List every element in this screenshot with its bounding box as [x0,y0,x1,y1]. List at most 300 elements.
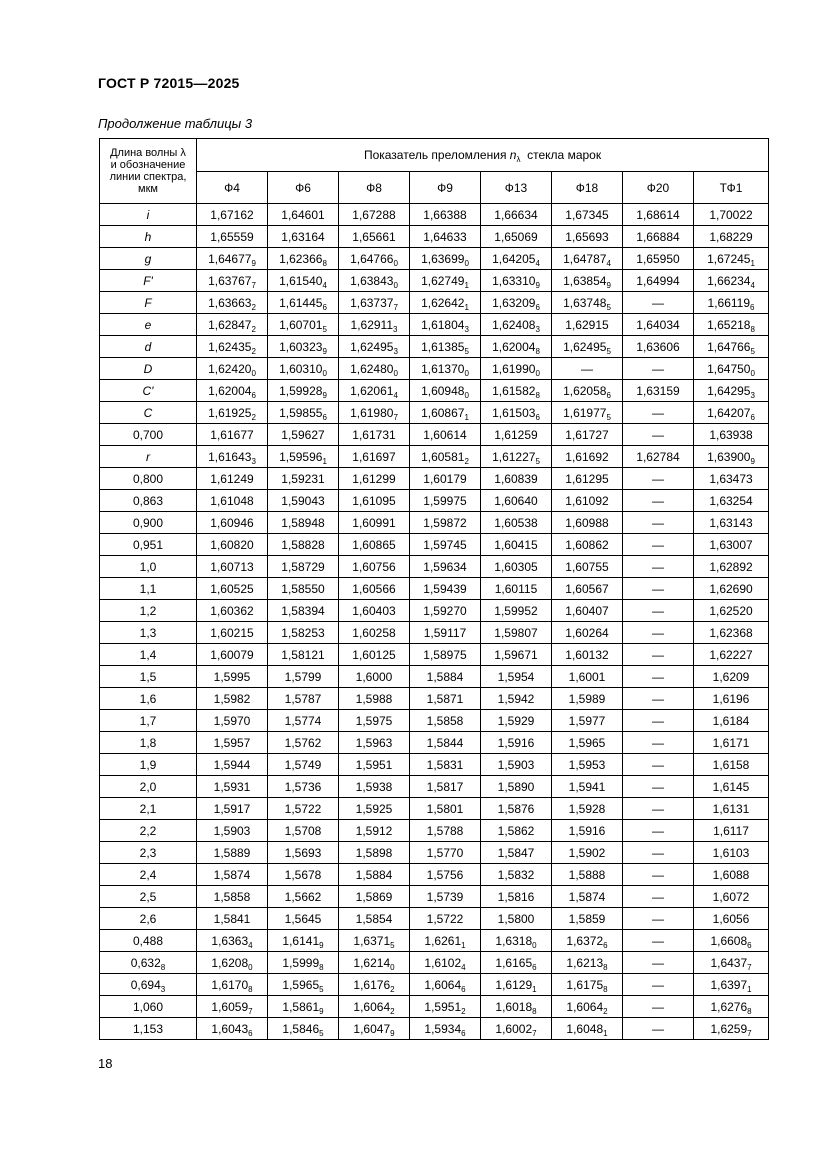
index-cell: $1,59596_1$ [268,446,339,468]
subscript-digit: 2 [251,412,256,422]
index-cell: $1,63209_6$ [481,292,552,314]
subscript-digit: 6 [750,412,755,422]
index-cell: 1,5916 [552,820,623,842]
index-cell: 1,61731 [339,424,410,446]
index-cell: 1,5953 [552,754,623,776]
table-row [100,820,769,842]
index-cell: 1,5736 [268,776,339,798]
index-cell: $1,63748_5$ [552,292,623,314]
index-cell: 1,5645 [268,908,339,930]
table-row [100,402,769,424]
subscript-digit: 6 [747,940,752,950]
index-cell: 1,60756 [339,556,410,578]
wavelength-label: 1,153 [100,1018,197,1040]
subscript-digit: 0 [251,368,256,378]
index-cell: 1,64994 [623,270,694,292]
index-cell: — [623,996,694,1018]
index-cell: — [623,732,694,754]
index-cell: — [623,930,694,952]
index-cell: 1,60258 [339,622,410,644]
subscript-digit: 8 [603,962,608,972]
subscript-digit: 0 [393,280,398,290]
index-cell: 1,59872 [410,512,481,534]
index-cell: 1,5903 [481,754,552,776]
index-cell: 1,6001 [552,666,623,688]
subscript-digit: 6 [322,412,327,422]
index-cell: 1,60640 [481,490,552,512]
index-cell: — [623,776,694,798]
table-row [100,842,769,864]
index-cell: — [623,644,694,666]
index-cell: 1,6072 [694,886,769,908]
subscript-digit: 7 [747,962,752,972]
index-cell: 1,5995 [197,666,268,688]
wavelength-label: 2,5 [100,886,197,908]
index-cell: $1,64766_5$ [694,336,769,358]
subscript-digit: 9 [750,456,755,466]
index-cell: 1,5708 [268,820,339,842]
subscript-digit: 8 [319,962,324,972]
subscript-digit: 3 [251,456,256,466]
table-row [100,490,769,512]
wavelength-label: 1,8 [100,732,197,754]
index-cell: $1,63854_9$ [552,270,623,292]
index-cell: $1,64766_0$ [339,248,410,270]
index-cell: 1,65069 [481,226,552,248]
index-cell: 1,5912 [339,820,410,842]
index-cell: 1,5756 [410,864,481,886]
subscript-digit: 1 [532,984,537,994]
index-cell: 1,5957 [197,732,268,754]
subscript-digit: 7 [393,412,398,422]
table-row [100,952,769,974]
index-cell: 1,60988 [552,512,623,534]
wavelength-label: 2,6 [100,908,197,930]
wavelength-label: 2,4 [100,864,197,886]
subscript-digit: 6 [535,302,540,312]
subscript-digit: 7 [248,1006,253,1016]
index-cell: 1,6056 [694,908,769,930]
index-cell: 1,58121 [268,644,339,666]
subscript-digit: 8 [322,258,327,268]
index-cell: 1,5884 [339,864,410,886]
index-cell: 1,5917 [197,798,268,820]
subscript-digit: 9 [606,280,611,290]
n-lambda-subscript: λ [516,155,521,164]
index-cell: 1,67162 [197,204,268,226]
index-cell: 1,5788 [410,820,481,842]
index-cell: $1,60948_0$ [410,380,481,402]
index-cell: 1,5858 [410,710,481,732]
table-row [100,974,769,996]
wavelength-label: 2,1 [100,798,197,820]
index-cell: 1,60713 [197,556,268,578]
index-cell: 1,6117 [694,820,769,842]
index-cell: 1,65693 [552,226,623,248]
wavelength-label: F' [100,270,197,292]
index-cell: 1,59043 [268,490,339,512]
subscript-digit: 6 [251,390,256,400]
index-cell: $1,6259_7$ [694,1018,769,1040]
index-cell: 1,60820 [197,534,268,556]
index-cell: 1,5749 [268,754,339,776]
index-cell: 1,68229 [694,226,769,248]
index-cell: $1,5934_6$ [410,1018,481,1040]
index-cell: 1,6088 [694,864,769,886]
index-cell: 1,5903 [197,820,268,842]
index-cell: 1,5988 [339,688,410,710]
table-row [100,666,769,688]
index-cell: $1,6208_0$ [197,952,268,974]
index-cell: 1,5678 [268,864,339,886]
wavelength-label: i [100,204,197,226]
index-cell: — [623,424,694,446]
index-cell: 1,66388 [410,204,481,226]
subscript-digit: 7 [532,1028,537,1038]
page-number: 18 [98,1056,113,1071]
index-cell: 1,62915 [552,314,623,336]
index-cell: $1,5861_9$ [268,996,339,1018]
index-cell: 1,5722 [410,908,481,930]
index-cell: — [623,864,694,886]
subscript-digit: 2 [251,302,256,312]
index-cell: 1,5874 [552,886,623,908]
wavelength-label: 0,800 [100,468,197,490]
index-cell: — [623,512,694,534]
index-cell: — [623,688,694,710]
table-row [100,226,769,248]
index-cell: $1,59928_9$ [268,380,339,402]
table-row [100,600,769,622]
index-cell: $1,61804_3$ [410,314,481,336]
table-row [100,798,769,820]
index-cell: 1,59231 [268,468,339,490]
index-cell: $1,6047_9$ [339,1018,410,1040]
index-cell: 1,63007 [694,534,769,556]
subscript-digit: 4 [248,940,253,950]
subscript-digit: 4 [606,258,611,268]
table-row [100,710,769,732]
subscript-digit: 4 [535,258,540,268]
subscript-digit: 2 [390,984,395,994]
index-cell: 1,60567 [552,578,623,600]
index-cell: $1,6129_1$ [481,974,552,996]
index-cell: 1,5954 [481,666,552,688]
index-cell: $1,61980_7$ [339,402,410,424]
index-cell: $1,60310_0$ [268,358,339,380]
subscript-digit: 8 [160,962,166,972]
index-cell: 1,5975 [339,710,410,732]
subscript-digit: 9 [390,1028,395,1038]
index-cell: 1,6103 [694,842,769,864]
subscript-digit: 3 [535,324,540,334]
index-cell: 1,65661 [339,226,410,248]
index-cell: $1,62847_2$ [197,314,268,336]
subscript-digit: 0 [535,368,540,378]
table-row [100,930,769,952]
index-cell: 1,64601 [268,204,339,226]
index-cell: 1,5816 [481,886,552,908]
subscript-digit: 1 [464,412,469,422]
table-row [100,248,769,270]
table-row [100,358,769,380]
table-caption: Продолжение таблицы 3 [98,116,253,131]
index-cell: 1,6171 [694,732,769,754]
index-cell: 1,5817 [410,776,481,798]
wavelength-header-line: и обозначение [110,159,186,171]
subscript-digit: 1 [322,456,327,466]
index-cell: 1,61727 [552,424,623,446]
index-cell: — [623,358,694,380]
index-cell: 1,60862 [552,534,623,556]
index-cell: 1,5944 [197,754,268,776]
index-cell: 1,62892 [694,556,769,578]
wavelength-label: 1,0 [100,556,197,578]
column-header: Ф6 [268,172,339,204]
subscript-digit: 8 [750,324,755,334]
index-cell: 1,60132 [552,644,623,666]
index-cell: 1,60566 [339,578,410,600]
subscript-digit: 9 [319,1006,324,1016]
index-cell: — [623,754,694,776]
column-header: Ф18 [552,172,623,204]
index-cell: $1,6363_4$ [197,930,268,952]
wavelength-label: 1,9 [100,754,197,776]
table-row [100,556,769,578]
index-cell: $1,5951_2$ [410,996,481,1018]
index-cell: 1,58828 [268,534,339,556]
subscript-digit: 6 [322,302,327,312]
wavelength-label: 2,0 [100,776,197,798]
index-cell: 1,5847 [481,842,552,864]
wavelength-label: 1,7 [100,710,197,732]
index-cell: $1,61925_2$ [197,402,268,424]
index-cell: — [623,710,694,732]
index-cell: 1,5693 [268,842,339,864]
index-cell: 1,63473 [694,468,769,490]
index-cell: $1,5999_8$ [268,952,339,974]
index-cell: 1,5965 [552,732,623,754]
index-cell: 1,59627 [268,424,339,446]
subscript-digit: 0 [322,368,327,378]
column-header: Ф20 [623,172,694,204]
index-cell: 1,6145 [694,776,769,798]
index-cell: 1,5963 [339,732,410,754]
subscript-digit: 6 [535,412,540,422]
index-cell: $1,61977_5$ [552,402,623,424]
index-cell: $1,62495_5$ [552,336,623,358]
subscript-digit: 0 [532,940,537,950]
subscript-digit: 5 [535,456,540,466]
index-cell: 1,5874 [197,864,268,886]
subscript-digit: 0 [464,390,469,400]
index-cell: — [623,534,694,556]
index-cell: — [623,1018,694,1040]
table-row [100,380,769,402]
index-cell: 1,61299 [339,468,410,490]
index-cell: 1,5844 [410,732,481,754]
table-row [100,1018,769,1040]
table-row [100,886,769,908]
index-cell: 1,60179 [410,468,481,490]
index-cell: 1,59745 [410,534,481,556]
subscript-digit: 1 [747,984,752,994]
index-cell: $1,62435_2$ [197,336,268,358]
index-cell: $1,6261_1$ [410,930,481,952]
subscript-digit: 9 [322,390,327,400]
index-cell: 1,5722 [268,798,339,820]
index-cell: $1,61582_8$ [481,380,552,402]
index-cell: 1,63938 [694,424,769,446]
table-row [100,688,769,710]
index-cell: $1,62642_1$ [410,292,481,314]
subscript-digit: 1 [461,940,466,950]
index-cell: $1,61643_3$ [197,446,268,468]
index-cell: 1,5774 [268,710,339,732]
index-cell: 1,5869 [339,886,410,908]
index-cell: 1,61697 [339,446,410,468]
index-cell: 1,5884 [410,666,481,688]
index-cell: 1,60991 [339,512,410,534]
index-cell: $1,62420_0$ [197,358,268,380]
index-cell: $1,60867_1$ [410,402,481,424]
wavelength-label: 0,863 [100,490,197,512]
table-row [100,578,769,600]
subscript-digit: 3 [393,346,398,356]
index-cell: 1,63143 [694,512,769,534]
subscript-digit: 0 [750,368,755,378]
wavelength-label: 1,5 [100,666,197,688]
wavelength-label: h [100,226,197,248]
subscript-digit: 5 [606,346,611,356]
index-cell: 1,5787 [268,688,339,710]
index-cell: 1,63164 [268,226,339,248]
index-cell: $1,61227_5$ [481,446,552,468]
index-cell: $1,6018_8$ [481,996,552,1018]
index-cell: 1,70022 [694,204,769,226]
index-cell: $1,5965_5$ [268,974,339,996]
subscript-digit: 0 [390,962,395,972]
index-cell: $1,65218_8$ [694,314,769,336]
index-cell: 1,60538 [481,512,552,534]
subscript-digit: 8 [535,390,540,400]
index-cell: $1,62058_6$ [552,380,623,402]
subscript-digit: 5 [319,984,324,994]
index-cell: 1,5989 [552,688,623,710]
index-cell: 1,5929 [481,710,552,732]
index-cell: — [623,974,694,996]
column-header: Ф9 [410,172,481,204]
index-cell: $1,62061_4$ [339,380,410,402]
index-cell: — [623,490,694,512]
subscript-digit: 4 [322,280,327,290]
index-cell: 1,63606 [623,336,694,358]
subscript-digit: 4 [393,390,398,400]
subscript-digit: 9 [322,346,327,356]
index-cell: $1,61503_6$ [481,402,552,424]
index-cell: 1,5662 [268,886,339,908]
index-cell: 1,5925 [339,798,410,820]
subscript-digit: 7 [251,280,256,290]
index-cell: 1,61259 [481,424,552,446]
table-row [100,292,769,314]
index-cell: 1,62520 [694,600,769,622]
index-cell: $1,63663_2$ [197,292,268,314]
index-cell: 1,61692 [552,446,623,468]
subscript-digit: 5 [319,1028,324,1038]
wavelength-label: d [100,336,197,358]
wavelength-label: 2,3 [100,842,197,864]
index-cell: 1,62784 [623,446,694,468]
subscript-digit: 1 [750,258,755,268]
index-cell: — [623,886,694,908]
index-cell: 1,58729 [268,556,339,578]
index-cell: 1,64633 [410,226,481,248]
index-cell: $1,62911_3$ [339,314,410,336]
index-cell: $1,62495_3$ [339,336,410,358]
table-row [100,314,769,336]
index-cell: 1,5762 [268,732,339,754]
wavelength-label: 1,060 [100,996,197,1018]
index-cell: 1,5799 [268,666,339,688]
index-cell: — [623,578,694,600]
index-cell: 1,59117 [410,622,481,644]
index-cell: 1,5841 [197,908,268,930]
index-cell: $1,6213_8$ [552,952,623,974]
index-cell: $1,6059_7$ [197,996,268,1018]
index-cell: $1,6064_6$ [410,974,481,996]
index-cell: 1,5951 [339,754,410,776]
subscript-digit: 4 [750,280,755,290]
subscript-digit: 0 [464,368,469,378]
wavelength-label: 0,900 [100,512,197,534]
index-cell: 1,5832 [481,864,552,886]
table-row [100,996,769,1018]
index-cell: 1,59975 [410,490,481,512]
subscript-digit: 6 [248,1028,253,1038]
index-cell: 1,6000 [339,666,410,688]
index-cell: 1,6184 [694,710,769,732]
subscript-digit: 8 [603,984,608,994]
index-cell: $1,6141_9$ [268,930,339,952]
index-cell: — [623,468,694,490]
index-cell: $1,62480_0$ [339,358,410,380]
index-cell: $1,6102_4$ [410,952,481,974]
index-cell: 1,60362 [197,600,268,622]
index-cell: $1,64750_0$ [694,358,769,380]
index-cell: 1,58394 [268,600,339,622]
subscript-digit: 9 [319,940,324,950]
index-cell: 1,5871 [410,688,481,710]
index-cell: 1,5876 [481,798,552,820]
index-cell: 1,5858 [197,886,268,908]
index-cell: 1,63159 [623,380,694,402]
index-cell: 1,5970 [197,710,268,732]
subscript-digit: 6 [606,390,611,400]
index-cell: $1,6048_1$ [552,1018,623,1040]
subscript-digit: 5 [464,346,469,356]
index-cell: 1,59952 [481,600,552,622]
subscript-digit: 8 [532,1006,537,1016]
table-row [100,864,769,886]
index-cell: $1,6064_2$ [339,996,410,1018]
index-cell: 1,5888 [552,864,623,886]
index-cell: $1,63843_0$ [339,270,410,292]
subscript-digit: 1 [464,280,469,290]
subscript-digit: 8 [248,984,253,994]
index-cell: 1,60305 [481,556,552,578]
subscript-digit: 3 [160,984,166,994]
